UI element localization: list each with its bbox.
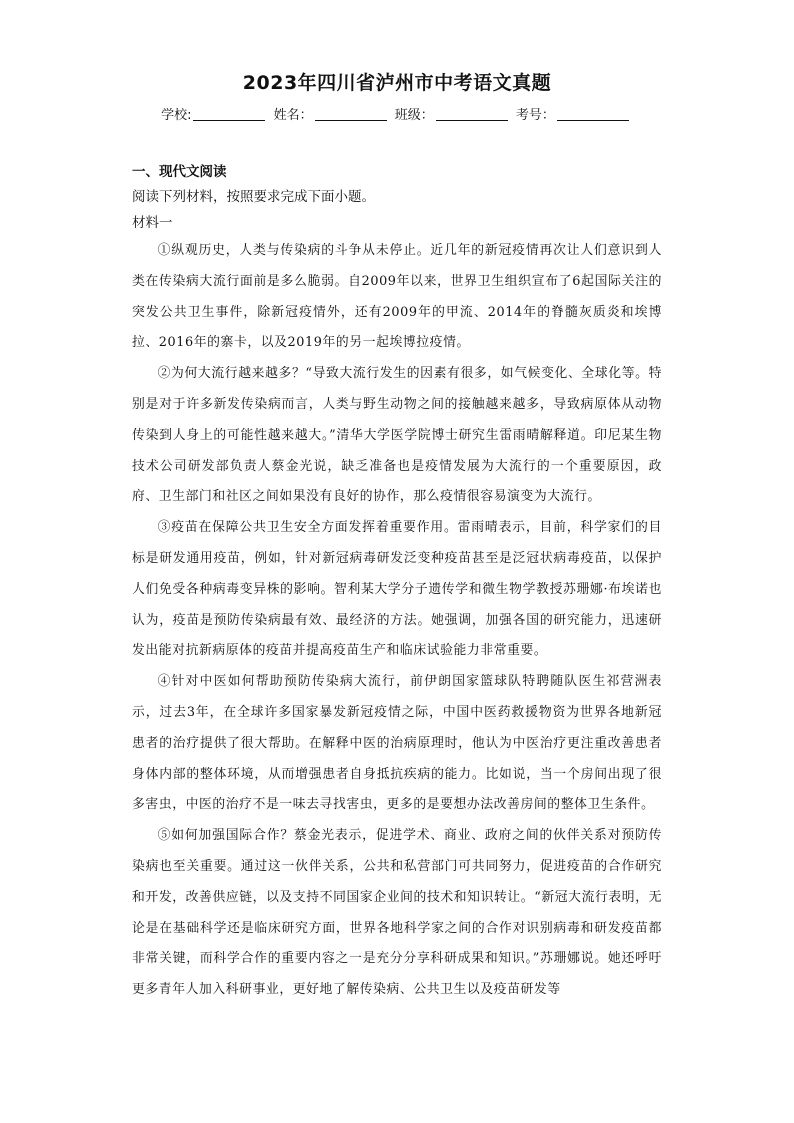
class-blank[interactable] (436, 107, 508, 121)
paragraph-1: ①纵观历史，人类与传染病的斗争从未停止。近几年的新冠疫情再次让人们意识到人类在传染病大流行面前是多么脆弱。自2009年以来，世界卫生组织宣布了6起国际关注的突发公共卫生事件，除新冠疫情外，还有2009年的甲流、2014年的脊髓灰质炎和埃博拉、2016年的寨卡，以及2019年的另一起埃博拉疫情。 (132, 243, 662, 351)
student-info-line (0, 104, 794, 123)
name-label: 姓名： (273, 108, 313, 123)
document-body (132, 160, 662, 1006)
section-heading: 一、现代文阅读 (132, 164, 227, 180)
exam-number-blank[interactable] (557, 107, 629, 121)
name-blank[interactable] (315, 107, 387, 121)
paragraph-5: ⑤如何加强国际合作？蔡金光表示，促进学术、商业、政府之间的伙伴关系对预防传染病也至关重要。通过这一伙伴关系，公共和私营部门可共同努力，促进疫苗的合作研究和开发，改善供应链，以及支持不同国家企业间的技术和知识转让。“新冠大流行表明，无论是在基础科学还是临床研究方面，世界各地科学家之间的合作对识别病毒和研发疫苗都非常关键，而科学合作的重要内容之一是充分分享科研成果和知识。”苏珊娜说。她还呼吁更多青年人加入科研事业，更好地了解传染病、公共卫生以及疫苗研发等 (132, 828, 662, 998)
material-label: 材料一 (132, 215, 173, 231)
paragraph-4: ④针对中医如何帮助预防传染病大流行，前伊朗国家篮球队特聘随队医生祁营洲表示，过去3年，在全球许多国家暴发新冠疫情之际，中国中医药救援物资为世界各地新冠患者的治疗提供了很大帮助。在解释中医的治病原理时，他认为中医治疗更注重改善患者身体内部的整体环境，从而增强患者自身抵抗疾病的能力。比如说，当一个房间出现了很多害虫，中医的治疗不是一味去寻找害虫，更多的是要想办法改善房间的整体卫生条件。 (132, 674, 662, 813)
reading-instruction: 阅读下列材料，按照要求完成下面小题。 (132, 189, 375, 205)
document-title: 2023年四川省泸州市中考语文真题 (242, 72, 552, 94)
paragraph-2: ②为何大流行越来越多？“导致大流行发生的因素有很多，如气候变化、全球化等。特别是对于许多新发传染病而言，人类与野生动物之间的接触越来越多，导致病原体从动物传染到人身上的可能性越来越大。”清华大学医学院博士研究生雷雨晴解释道。印尼某生物技术公司研发部负责人蔡金光说，缺乏准备也是疫情发展为大流行的一个重要原因，政府、卫生部门和社区之间如果没有良好的协作，那么疫情很容易演变为大流行。 (132, 366, 662, 505)
paragraph-3: ③疫苗在保障公共卫生安全方面发挥着重要作用。雷雨晴表示，目前，科学家们的目标是研发通用疫苗，例如，针对新冠病毒研发泛变种疫苗甚至是泛冠状病毒疫苗，以保护人们免受各种病毒变异株的影响。智利某大学分子遗传学和微生物学教授苏珊娜·布埃诺也认为，疫苗是预防传染病最有效、最经济的方法。她强调，加强各国的研究能力，迅速研发出能对抗新病原体的疫苗并提高疫苗生产和临床试验能力非常重要。 (132, 520, 662, 659)
class-label: 班级： (394, 108, 434, 123)
school-label: 学校: (161, 108, 192, 123)
school-blank[interactable] (193, 107, 265, 121)
exam-number-label: 考号： (515, 108, 555, 123)
